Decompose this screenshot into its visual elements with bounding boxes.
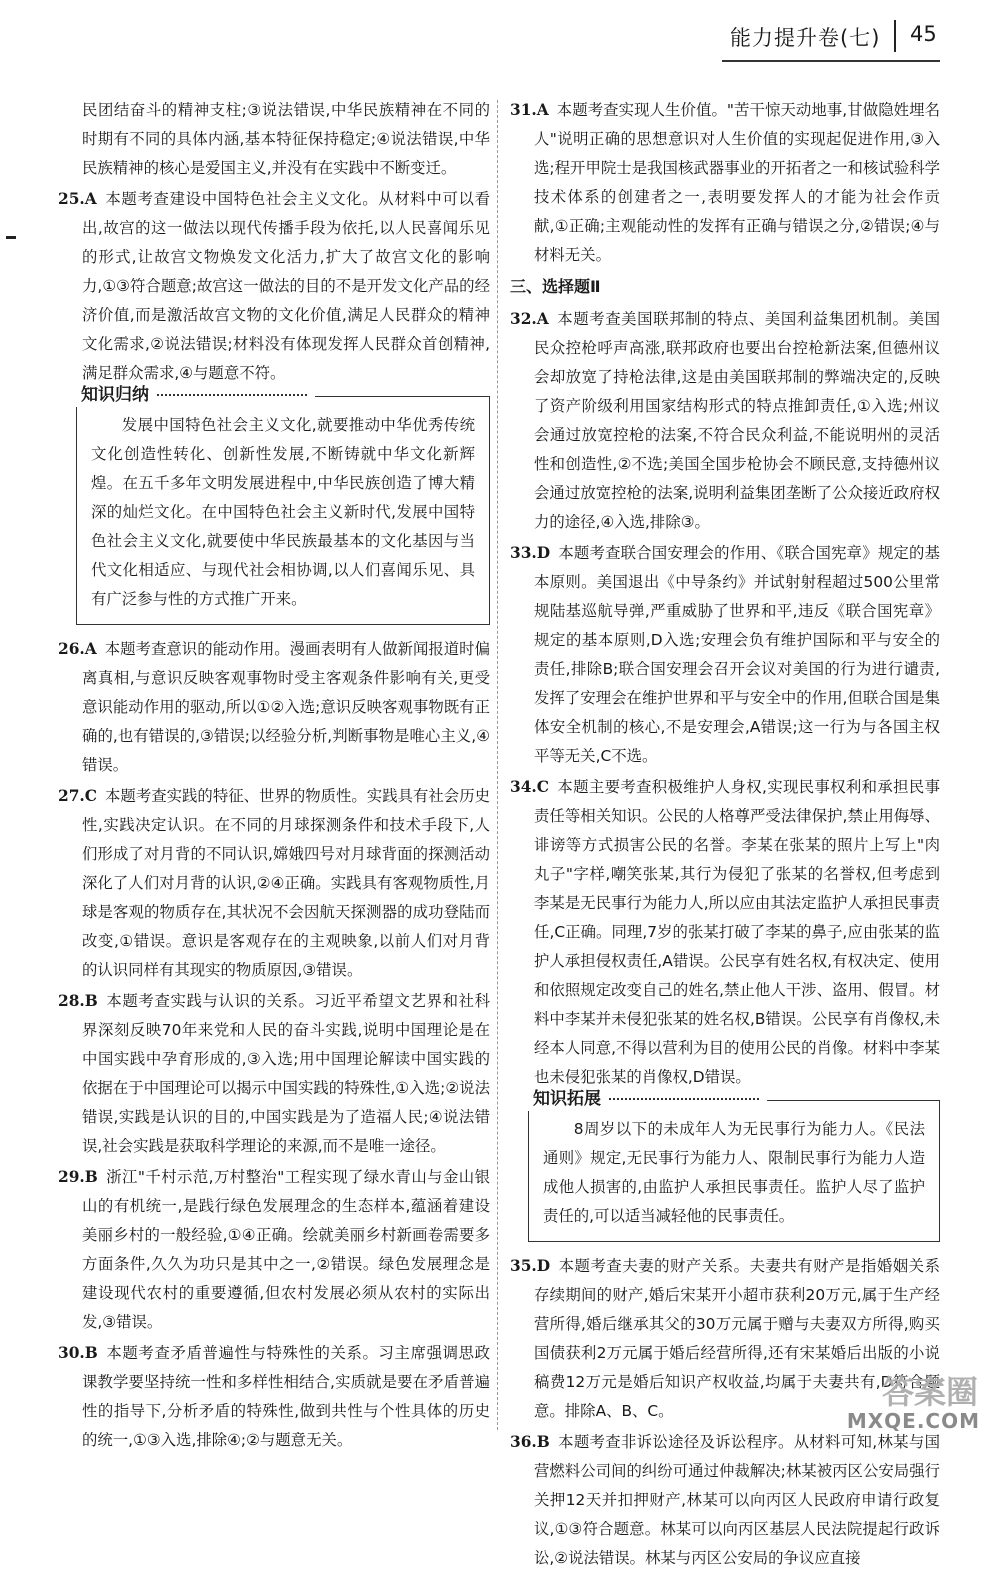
answer-number: 28.B (58, 992, 98, 1010)
watermark-url: MXQE.COM (846, 1409, 980, 1433)
answer-text: 浙江"千村示范,万村整治"工程实现了绿水青山与金山银山的有机统一,是践行绿色发展理念的生态样本,蕴涵着建设美丽乡村的一般经验,①④正确。绘就美丽乡村新画卷需要多方面条件,久久为功只是其中之一,②错误。绿色发展理念是建设现代农村的重要遵循,但农村发展必须从农村的实际出发,③错误。 (82, 1168, 490, 1331)
answer-text: 本题考查非诉讼途径及诉讼程序。从材料可知,林某与国营燃料公司间的纠纷可通过仲裁解决;林某被丙区公安局强行关押12天并扣押财产,林某可以向丙区人民政府申请行政复议,①③符合题意。林某可以向丙区基层人民法院提起行政诉讼,②说法错误。林某与丙区公安局的争议应直接 (534, 1433, 940, 1567)
answer-number: 31.A (510, 101, 549, 119)
watermark-logo: 答案圈 (881, 1373, 978, 1411)
answer-text: 本题主要考查积极维护人身权,实现民事权利和承担民事责任等相关知识。公民的人格尊严受法律保护,禁止用侮辱、诽谤等方式损害公民的名誉。李某在张某的照片上写上"肉丸子"字样,嘲笑张某,其行为侵犯了张某的名誉权,但考虑到李某是无民事行为能力人,所以应由其法定监护人承担民事责任,C正确。同理,7岁的张某打破了李某的鼻子,应由张某的监护人承担侵权责任,A错误。公民享有姓名权,有权决定、使用和依照规定改变自己的姓名,禁止他人干涉、盗用、假冒。材料中李某并未侵犯张某的姓名权,B错误。公民享有肖像权,未经本人同意,不得以营利为目的使用公民的肖像。材料中李某也未侵犯张某的肖像权,D错误。 (534, 778, 940, 1086)
answer-number: 33.D (510, 544, 551, 562)
answer-number: 25.A (58, 190, 97, 208)
answer-31 (510, 96, 940, 270)
answer-text: 本题考查夫妻的财产关系。夫妻共有财产是指婚姻关系存续期间的财产,婚后宋某开小超市获利20万元,属于生产经营所得,婚后继承其父的30万元属于赠与夫妻双方所得,购买国债获利2万元属于婚后经营所得,还有宋某婚后出版的小说稿费12万元是婚后知识产权收益,均属于夫妻共有,D符合题意。排除A、B、C。 (534, 1257, 940, 1420)
answer-25 (58, 185, 490, 388)
answer-number: 30.B (58, 1344, 98, 1362)
column-divider (497, 100, 498, 1430)
knowledge-summary-box (76, 385, 490, 625)
left-column (58, 96, 490, 1457)
answer-text: 本题考查美国联邦制的特点、美国利益集团机制。美国民众控枪呼声高涨,联邦政府也要出台控枪新法案,但德州议会却放宽了持枪法律,这是由美国联邦制的弊端决定的,反映了资产阶级利用国家结构形式的特点推卸责任,①入选;州议会通过放宽控枪的法案,不符合民众利益,不能说明州的灵活性和创造性,②不选;美国全国步枪协会不顾民意,支持德州议会通过放宽控枪的法案,说明利益集团垄断了公众接近政府权力的途径,④入选,排除③。 (534, 310, 940, 531)
answer-text: 本题考查实现人生价值。"苦干惊天动地事,甘做隐姓埋名人"说明正确的思想意识对人生价值的实现起促进作用,③入选;程开甲院士是我国核武器事业的开拓者之一和核试验科学技术体系的创建者之一,表明要发挥人的才能为社会作贡献,①正确;主观能动性的发挥有正确与错误之分,②错误;④与材料无关。 (534, 101, 940, 264)
right-column (510, 96, 940, 1575)
answer-number: 32.A (510, 310, 549, 328)
header-divider (894, 20, 896, 52)
site-watermark (830, 1373, 980, 1433)
answer-text: 本题考查矛盾普遍性与特殊性的关系。习主席强调思政课教学要坚持统一性和多样性相结合,实质就是要在矛盾普遍性的指导下,分析矛盾的特殊性,做到共性与个性具体的历史的统一,①③入选,排除④;②与题意无关。 (82, 1344, 490, 1449)
answer-text: 本题考查意识的能动作用。漫画表明有人做新闻报道时偏离真相,与意识反映客观事物时受主客观条件影响有关,更受意识能动作用的驱动,所以①②入选;意识反映客观事物既有正确的,也有错误的,③错误;以经验分析,判断事物是唯心主义,④错误。 (82, 640, 490, 774)
answer-text: 本题考查实践与认识的关系。习近平希望文艺界和社科界深刻反映70年来党和人民的奋斗实践,说明中国理论是在中国实践中孕育形成的,③入选;用中国理论解读中国实践的依据在于中国理论可以揭示中国实践的特殊性,①入选;②说法错误,实践是认识的目的,中国实践是为了造福人民;④说法错误,社会实践是获取科学理论的来源,而不是唯一途径。 (82, 992, 490, 1155)
answer-continuation: 民团结奋斗的精神支柱;③说法错误,中华民族精神在不同的时期有不同的具体内涵,基本特征保持稳定;④说法错误,中华民族精神的核心是爱国主义,并没有在实践中不断变迁。 (82, 101, 490, 177)
page-number: 45 (910, 22, 937, 46)
box-text: 8周岁以下的未成年人为无民事行为能力人。《民法通则》规定,无民事行为能力人、限制民事行为能力人造成他人损害的,由监护人承担民事责任。监护人尽了监护责任的,可以适当减轻他的民事责任。 (543, 1120, 925, 1225)
answer-29 (58, 1163, 490, 1337)
answer-text: 本题考查联合国安理会的作用、《联合国宪章》规定的基本原则。美国退出《中导条约》并试射射程超过500公里常规陆基巡航导弹,严重威胁了世界和平,违反《联合国宪章》规定的基本原则,D入选;安理会负有维护国际和平与安全的责任,排除B;联合国安理会召开会议对美国的行为进行谴责,发挥了安理会在维护世界和平与安全中的作用,但联合国是集体安全机制的核心,不是安理会,A错误;这一行为与各国主权平等无关,C不选。 (534, 544, 940, 765)
binding-mark (6, 236, 16, 239)
answer-number: 35.D (510, 1257, 551, 1275)
answer-number: 26.A (58, 640, 97, 658)
answer-36 (510, 1428, 940, 1573)
answer-text: 本题考查建设中国特色社会主义文化。从材料中可以看出,故宫的这一做法以现代传播手段为依托,以人民喜闻乐见的形式,让故宫文物焕发文化活力,扩大了故宫文化的影响力,①③符合题意;故宫这一做法的目的不是开发文化产品的经济价值,而是激活故宫文物的文化价值,满足人民群众的精神文化需求,②说法错误;材料没有体现发挥人民群众首创精神,满足群众需求,④与题意不符。 (82, 190, 490, 382)
answer-34 (510, 773, 940, 1092)
answer-number: 36.B (510, 1433, 550, 1451)
answer-number: 27.C (58, 787, 98, 805)
box-title: 知识归纳 (73, 383, 315, 407)
box-title: 知识拓展 (525, 1087, 767, 1111)
answer-30 (58, 1339, 490, 1455)
answer-text: 本题考查实践的特征、世界的物质性。实践具有社会历史性,实践决定认识。在不同的月球探测条件和技术手段下,人们形成了对月背的不同认识,嫦娥四号对月球背面的探测活动深化了人们对月背的认识,②④正确。实践具有客观物质性,月球是客观的物质存在,其状况不会因航天探测器的成功登陆而改变,①错误。意识是客观存在的主观映象,以前人们对月背的认识同样有其现实的物质原因,③错误。 (82, 787, 490, 979)
answer-27 (58, 782, 490, 985)
answer-number: 29.B (58, 1168, 98, 1186)
answer-33 (510, 539, 940, 771)
answer-26 (58, 635, 490, 780)
header-rule (722, 60, 940, 62)
answer-32 (510, 305, 940, 537)
page-header (722, 18, 940, 68)
knowledge-extension-box (528, 1089, 940, 1242)
running-title: 能力提升卷(七) (730, 26, 881, 50)
answer-number: 34.C (510, 778, 550, 796)
section-heading: 三、选择题Ⅱ (510, 277, 601, 296)
answer-28 (58, 987, 490, 1161)
box-text: 发展中国特色社会主义文化,就要推动中华优秀传统文化创造性转化、创新性发展,不断铸就中华文化新辉煌。在五千多年文明发展进程中,中华民族创造了博大精深的灿烂文化。在中国特色社会主义新时代,发展中国特色社会主义文化,就要使中华民族最基本的文化基因与当代文化相适应、与现代社会相协调,以人们喜闻乐见、具有广泛参与性的方式推广开来。 (91, 416, 475, 608)
